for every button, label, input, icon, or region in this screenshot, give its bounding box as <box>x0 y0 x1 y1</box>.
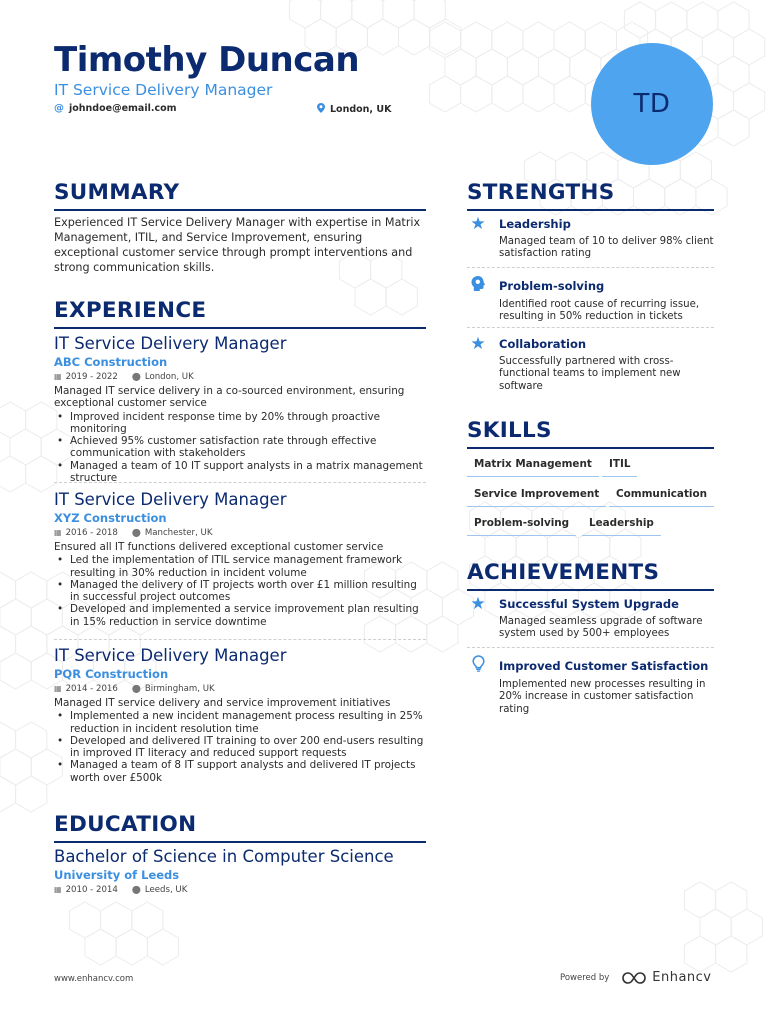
calendar-icon: ▦ <box>54 528 62 537</box>
skill-tag: Matrix Management <box>467 458 599 477</box>
education-meta <box>54 885 426 895</box>
location-pin-icon <box>317 103 325 116</box>
job-bullet: • Developed and delivered IT training to over 200 end-users resulting in improved IT literacy and reduced support requests <box>54 735 426 760</box>
at-icon: @ <box>54 103 64 114</box>
achievement-item <box>467 595 714 641</box>
location-pin-icon: ⬤ <box>131 684 141 693</box>
skills-heading: SKILLS <box>467 418 714 449</box>
footer-branding <box>560 970 712 985</box>
job-bullet: • Managed a team of 10 IT support analysts in a matrix management structure <box>54 460 426 485</box>
strength-description: Successfully partnered with cross-functional teams to implement new software <box>499 356 681 392</box>
job-meta <box>54 684 426 694</box>
location-pin-icon: ⬤ <box>131 885 141 894</box>
skill-tag: Leadership <box>582 517 661 536</box>
job-description: Managed IT service delivery and service improvement initiatives <box>54 697 391 709</box>
education-school[interactable]: University of Leeds <box>54 868 180 882</box>
achievement-divider <box>467 647 714 648</box>
avatar-initials: TD <box>633 89 671 119</box>
skill-tag: Problem-solving <box>467 517 576 536</box>
job-bullets <box>54 411 426 485</box>
job-divider <box>54 482 426 483</box>
job-bullet: • Managed the delivery of IT projects worth over £1 million resulting in successful project outcomes <box>54 579 426 604</box>
job-dates: 2014 - 2016 <box>65 684 118 694</box>
calendar-icon: ▦ <box>54 885 62 894</box>
job-title: IT Service Delivery Manager <box>54 334 287 353</box>
job-bullet: • Led the implementation of ITIL service management framework resulting in 30% reduction in incident volume <box>54 554 426 579</box>
job-entry <box>54 490 426 628</box>
job-entry <box>54 646 426 784</box>
star-icon: ★ <box>470 214 486 234</box>
location-pin-icon: ⬤ <box>131 372 141 381</box>
skill-tag: Communication <box>609 488 714 507</box>
strength-item <box>467 215 714 261</box>
footer-website[interactable]: www.enhancv.com <box>54 974 134 984</box>
job-bullets <box>54 710 426 784</box>
enhancv-logo-text: Enhancv <box>652 970 712 985</box>
location-pin-icon: ⬤ <box>131 528 141 537</box>
job-description: Managed IT service delivery in a co-sourced environment, ensuring exceptional customer service <box>54 385 405 410</box>
education-heading: EDUCATION <box>54 812 426 843</box>
job-dates: 2019 - 2022 <box>65 372 118 382</box>
strength-title: Collaboration <box>499 337 587 351</box>
job-dates: 2016 - 2018 <box>65 528 118 538</box>
job-location: Manchester, UK <box>144 528 213 538</box>
job-description: Ensured all IT functions delivered exceptional customer service <box>54 541 384 553</box>
strength-item <box>467 275 714 324</box>
summary-text: Experienced IT Service Delivery Manager with expertise in Matrix Management, ITIL, and Service Improvement, ensuring exceptional customer service through prompt interventions and strong communication skills. <box>54 216 421 274</box>
strength-description: Managed team of 10 to deliver 98% client satisfaction rating <box>499 236 714 260</box>
job-bullets <box>54 554 426 628</box>
enhancv-logo[interactable] <box>621 970 711 985</box>
job-title: IT Service Delivery Manager <box>54 646 287 665</box>
calendar-icon: ▦ <box>54 684 62 693</box>
email-text: johndoe@email.com <box>69 103 177 114</box>
summary-heading: SUMMARY <box>54 180 426 211</box>
job-meta <box>54 528 426 538</box>
job-meta <box>54 372 426 382</box>
job-location: Birmingham, UK <box>144 684 215 694</box>
job-bullet: • Developed and implemented a service improvement plan resulting in 15% reduction in service downtime <box>54 603 426 628</box>
contact-location <box>317 103 391 116</box>
candidate-name: Timothy Duncan <box>54 40 360 80</box>
achievement-description: Implemented new processes resulting in 20% increase in customer satisfaction rating <box>499 679 706 715</box>
calendar-icon: ▦ <box>54 372 62 381</box>
contact-email[interactable] <box>54 103 177 114</box>
strength-title: Leadership <box>499 217 571 231</box>
job-bullet: • Implemented a new incident management process resulting in 25% reduction in incident resolution time <box>54 710 426 735</box>
lightbulb-icon <box>467 655 489 676</box>
education-location: Leeds, UK <box>144 885 188 895</box>
candidate-title: IT Service Delivery Manager <box>54 81 273 99</box>
enhancv-logo-icon <box>621 971 647 985</box>
education-dates: 2010 - 2014 <box>65 885 118 895</box>
experience-heading: EXPERIENCE <box>54 298 426 329</box>
job-company[interactable]: ABC Construction <box>54 355 168 369</box>
location-text: London, UK <box>330 104 392 115</box>
education-degree: Bachelor of Science in Computer Science <box>54 847 394 866</box>
skill-tag: Service Improvement <box>467 488 606 507</box>
strength-divider <box>467 327 714 328</box>
strength-description: Identified root cause of recurring issue, resulting in 50% reduction in tickets <box>499 299 700 323</box>
skill-tag: ITIL <box>602 458 637 477</box>
job-title: IT Service Delivery Manager <box>54 490 287 509</box>
star-icon: ★ <box>470 334 486 354</box>
achievement-title: Successful System Upgrade <box>499 597 679 611</box>
job-company[interactable]: XYZ Construction <box>54 511 167 525</box>
powered-by-text: Powered by <box>560 972 610 983</box>
job-bullet: • Improved incident response time by 20% through proactive monitoring <box>54 411 426 436</box>
star-icon: ★ <box>470 594 486 614</box>
strength-item <box>467 335 714 393</box>
education-entry <box>54 847 426 895</box>
job-divider <box>54 639 426 640</box>
avatar <box>591 43 713 165</box>
achievement-item <box>467 655 714 716</box>
job-bullet: • Achieved 95% customer satisfaction rate through effective communication with stakeholders <box>54 435 426 460</box>
achievements-heading: ACHIEVEMENTS <box>467 560 714 591</box>
achievement-title: Improved Customer Satisfaction <box>499 658 709 673</box>
strengths-heading: STRENGTHS <box>467 180 714 211</box>
job-entry <box>54 334 426 484</box>
strength-divider <box>467 267 714 268</box>
head-lightbulb-icon <box>467 275 489 296</box>
job-company[interactable]: PQR Construction <box>54 667 169 681</box>
achievement-description: Managed seamless upgrade of software system used by 500+ employees <box>499 616 703 640</box>
job-bullet: • Managed a team of 8 IT support analysts and delivered IT projects worth over £500k <box>54 759 426 784</box>
job-location: London, UK <box>144 372 194 382</box>
strength-title: Problem-solving <box>499 278 605 293</box>
